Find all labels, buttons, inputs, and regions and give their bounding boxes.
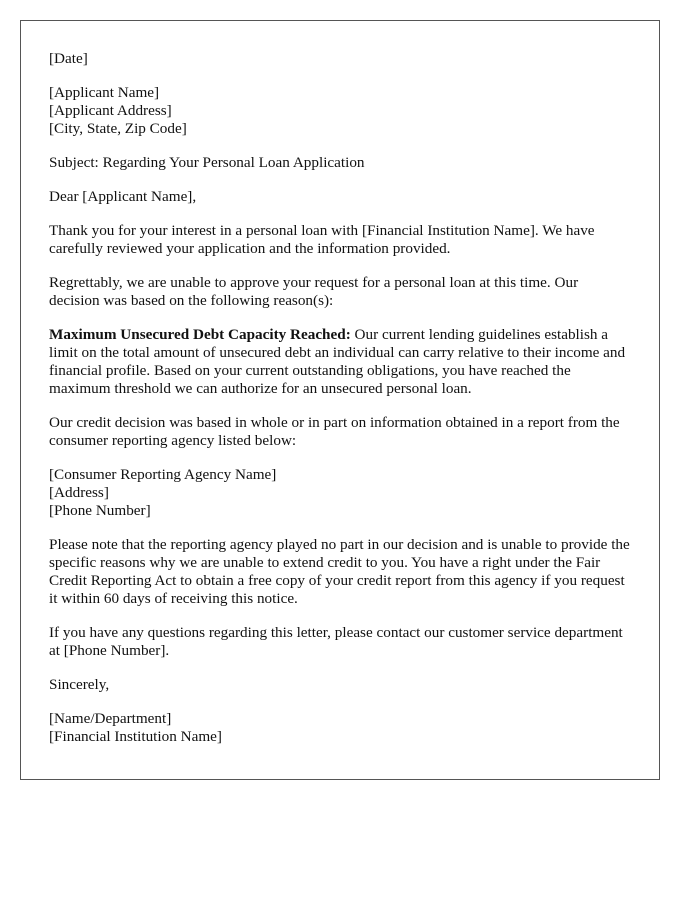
paragraph-intro: Thank you for your interest in a personal loan with [Financial Institution Name]. We have carefully reviewed your application and the information provided.: [49, 222, 595, 257]
paragraph-contact: If you have any questions regarding this letter, please contact our customer service department at [Phone Number].: [49, 624, 623, 659]
letter-subject: Subject: Regarding Your Personal Loan Application: [49, 154, 365, 171]
reason-text: Our current lending guidelines establish a limit on the total amount of unsecured debt an individual can carry relative to their income and financial profile. Based on your current outstanding obligations, you have reached the maximum threshold we can authorize for an unsecured personal loan.: [49, 326, 626, 397]
recipient-address: [Applicant Address]: [49, 102, 172, 119]
reason-paragraph: [49, 326, 631, 398]
paragraph-note: Please note that the reporting agency played no part in our decision and is unable to provide the specific reasons why we are unable to extend credit to you. You have a right under the Fair Credit Reporting Act to obtain a free copy of your credit report from this agency if you request it within 60 days of receiving this notice.: [49, 536, 630, 607]
letter-page: [20, 20, 660, 780]
recipient-city-state-zip: [City, State, Zip Code]: [49, 120, 187, 137]
reason-heading: Maximum Unsecured Debt Capacity Reached:: [49, 326, 351, 343]
signature-institution: [Financial Institution Name]: [49, 728, 222, 745]
signature-block: [49, 710, 631, 746]
signature-name-department: [Name/Department]: [49, 710, 172, 727]
agency-block: [49, 466, 631, 520]
agency-phone: [Phone Number]: [49, 502, 151, 519]
recipient-name: [Applicant Name]: [49, 84, 160, 101]
letter-salutation: Dear [Applicant Name],: [49, 188, 197, 205]
letter-closing: Sincerely,: [49, 676, 110, 693]
agency-address: [Address]: [49, 484, 109, 501]
agency-name: [Consumer Reporting Agency Name]: [49, 466, 277, 483]
letter-date: [Date]: [49, 50, 88, 67]
recipient-block: [49, 84, 631, 138]
paragraph-decision: Regrettably, we are unable to approve your request for a personal loan at this time. Our decision was based on the following reason(s):: [49, 274, 579, 309]
paragraph-credit: Our credit decision was based in whole or in part on information obtained in a report from the consumer reporting agency listed below:: [49, 414, 620, 449]
